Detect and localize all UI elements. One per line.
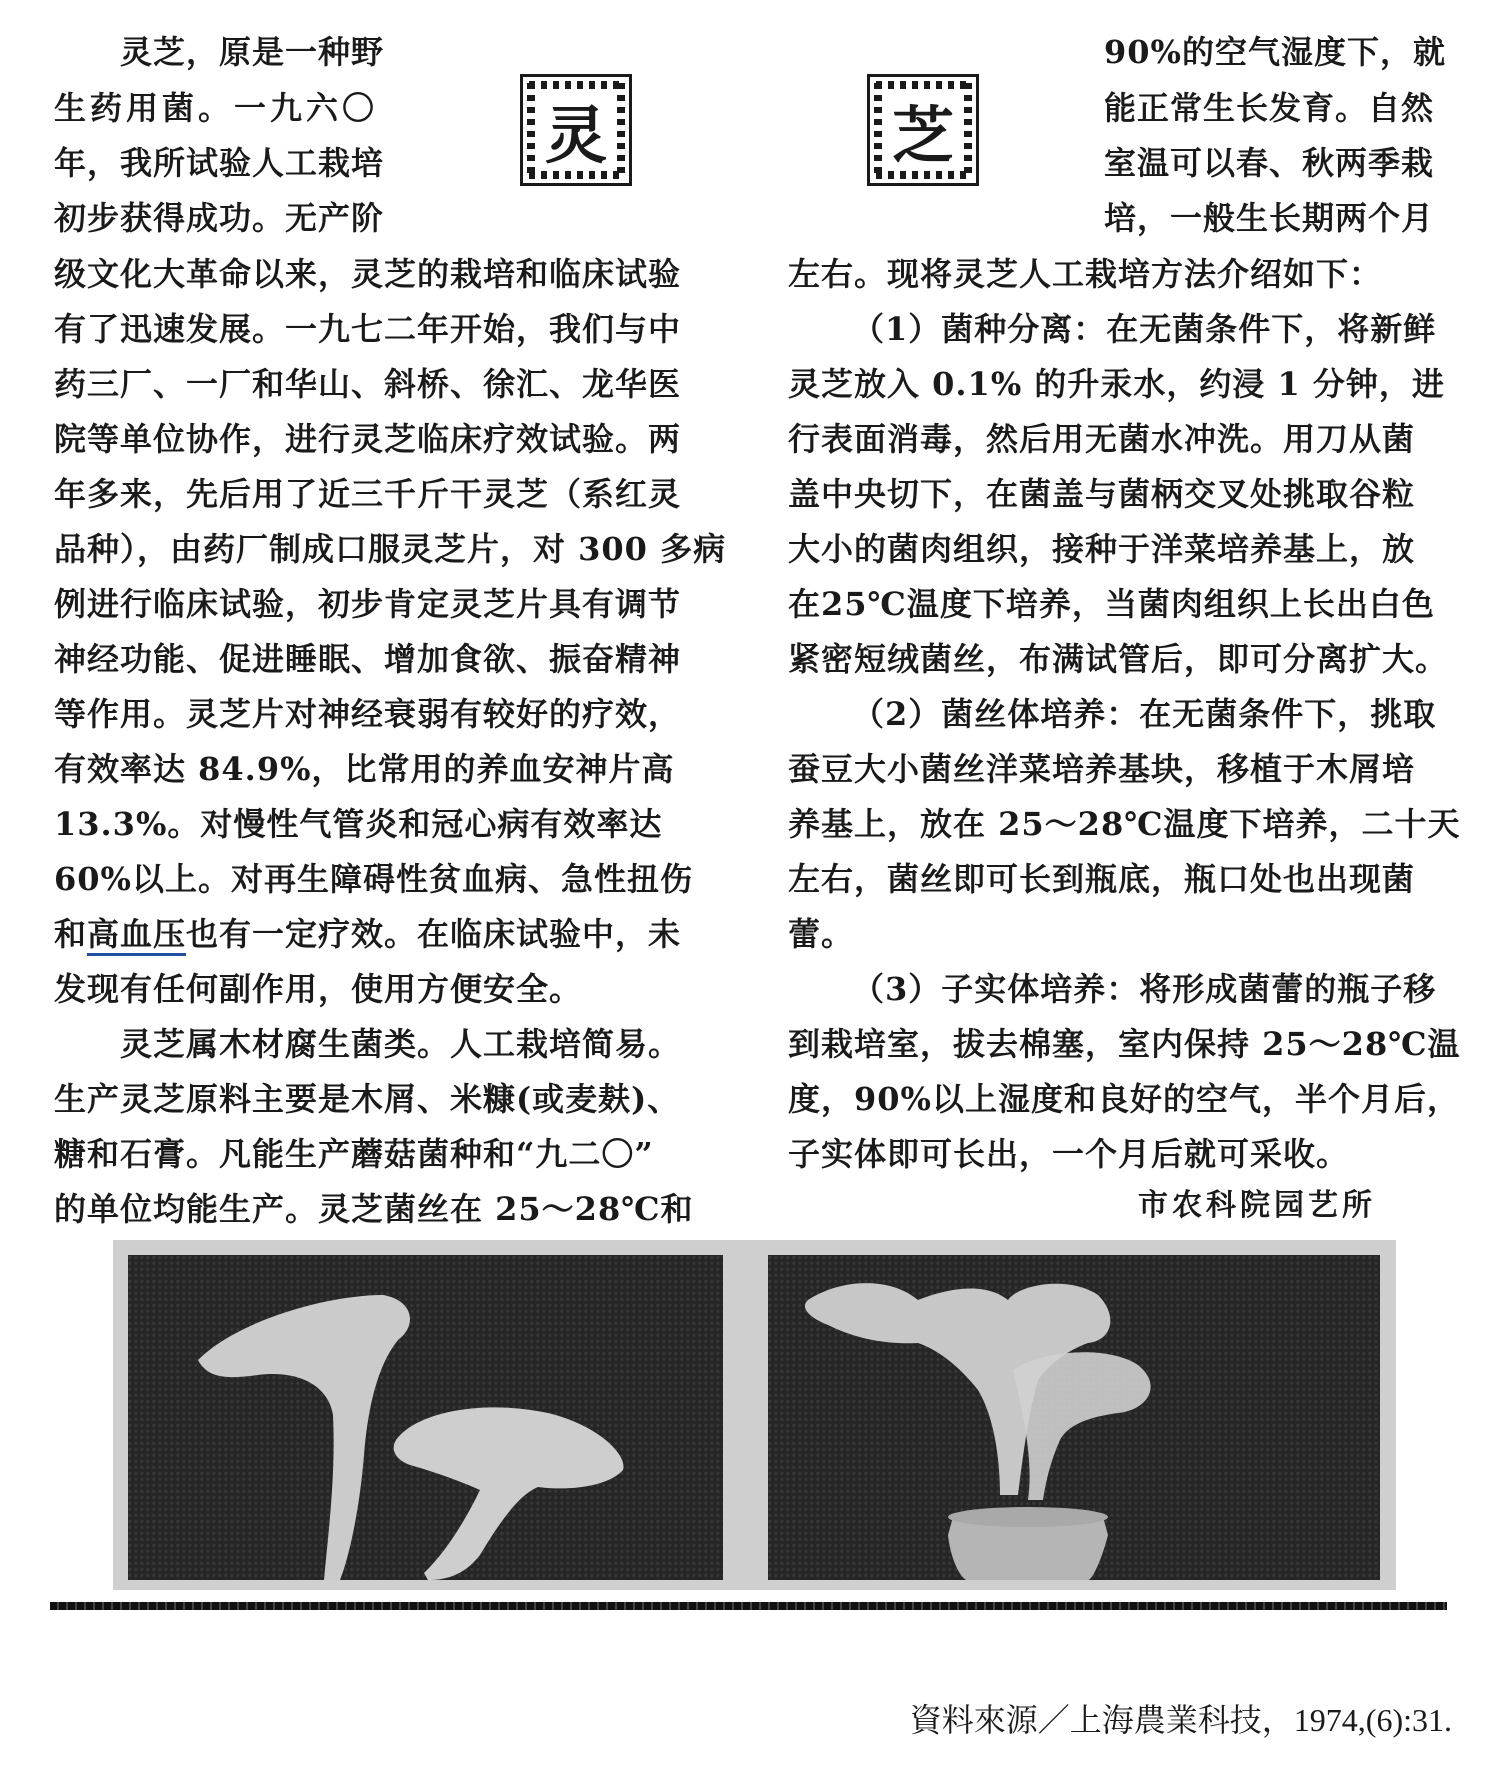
left-line: 灵芝属木材腐生菌类。人工栽培简易。 <box>120 1025 682 1063</box>
title-box-ling <box>520 74 632 186</box>
left-line: 药三厂、一厂和华山、斜桥、徐汇、龙华医 <box>54 365 682 403</box>
right-line: 行表面消毒，然后用无菌水冲洗。用刀从菌 <box>788 420 1416 458</box>
text-fragment: 和 <box>54 915 88 953</box>
right-line: （1）菌种分离：在无菌条件下，将新鲜 <box>852 310 1437 348</box>
right-line: （3）子实体培养：将形成菌蕾的瓶子移 <box>852 970 1437 1008</box>
right-line: 培，一般生长期两个月 <box>1104 199 1435 237</box>
left-line: 生药用菌。一九六〇 <box>54 89 379 127</box>
hypertension-link[interactable]: 高血压 <box>87 915 186 956</box>
left-line: 年多来，先后用了近三千斤干灵芝（系红灵 <box>54 475 682 513</box>
left-line: 的单位均能生产。灵芝菌丝在 25～28℃和 <box>54 1190 694 1228</box>
left-line: 糖和石膏。凡能生产蘑菇菌种和“九二〇” <box>54 1135 654 1173</box>
photo-ganoderma-harvested <box>128 1255 723 1580</box>
text-fragment: 也有一定疗效。在临床试验中，未 <box>186 915 682 953</box>
title-char-zhi: 芝 <box>891 98 954 172</box>
author-line: 市农科院园艺所 <box>1138 1188 1376 1223</box>
right-line: 大小的菌肉组织，接种于洋菜培养基上，放 <box>788 530 1416 568</box>
title-box-zhi <box>867 74 979 186</box>
left-line: 级文化大革命以来，灵芝的栽培和临床试验 <box>54 255 682 293</box>
left-line: 60%以上。对再生障碍性贫血病、急性扭伤 <box>54 860 693 898</box>
right-line: 在25℃温度下培养，当菌肉组织上长出白色 <box>788 585 1435 623</box>
left-line: 等作用。灵芝片对神经衰弱有较好的疗效， <box>54 695 682 733</box>
right-line: 养基上，放在 25～28℃温度下培养，二十天 <box>788 805 1461 843</box>
left-line: 神经功能、促进睡眠、增加食欲、振奋精神 <box>54 640 682 678</box>
left-line: 生产灵芝原料主要是木屑、米糠(或麦麸)、 <box>54 1080 681 1118</box>
left-line: 13.3%。对慢性气管炎和冠心病有效率达 <box>54 805 663 843</box>
left-line: 初步获得成功。无产阶 <box>54 199 385 237</box>
photo-panel <box>113 1240 1396 1590</box>
right-line: 子实体即可长出，一个月后就可采收。 <box>788 1135 1350 1173</box>
right-line: 能正常生长发育。自然 <box>1104 89 1435 127</box>
right-line: 盖中央切下，在菌盖与菌柄交叉处挑取谷粒 <box>788 475 1416 513</box>
right-line: 90%的空气湿度下，就 <box>1104 33 1446 71</box>
left-line: 例进行临床试验，初步肯定灵芝片具有调节 <box>54 585 682 623</box>
right-line: 到栽培室，拔去棉塞，室内保持 25～28℃温 <box>788 1025 1461 1063</box>
photo-ganoderma-potted <box>768 1255 1380 1580</box>
left-line: 品种），由药厂制成口服灵芝片，对 300 多病 <box>54 530 727 568</box>
right-line: 左右。现将灵芝人工栽培方法介绍如下： <box>788 255 1383 293</box>
left-line: 灵芝，原是一种野 <box>120 33 385 71</box>
left-line: 有了迅速发展。一九七二年开始，我们与中 <box>54 310 682 348</box>
right-line: 紧密短绒菌丝，布满试管后，即可分离扩大。 <box>788 640 1449 678</box>
left-line-hypertension <box>54 914 681 954</box>
right-line: （2）菌丝体培养：在无菌条件下，挑取 <box>852 695 1437 733</box>
title-char-ling: 灵 <box>544 98 607 172</box>
left-line: 有效率达 84.9%，比常用的养血安神片高 <box>54 750 675 788</box>
right-line: 左右，菌丝即可长到瓶底，瓶口处也出现菌 <box>788 860 1416 898</box>
right-line: 灵芝放入 0.1% 的升汞水，约浸 1 分钟，进 <box>788 365 1445 403</box>
right-line: 度，90%以上湿度和良好的空气，半个月后， <box>788 1080 1460 1118</box>
right-line: 室温可以春、秋两季栽 <box>1104 144 1435 182</box>
divider-rule <box>50 1602 1447 1610</box>
source-citation: 資料來源／上海農業科技，1974,(6):31. <box>909 1702 1452 1738</box>
right-line: 蚕豆大小菌丝洋菜培养基块，移植于木屑培 <box>788 750 1416 788</box>
left-line: 发现有任何副作用，使用方便安全。 <box>54 970 583 1008</box>
left-line: 年，我所试验人工栽培 <box>54 144 385 182</box>
right-line: 蕾。 <box>788 915 855 953</box>
left-line: 院等单位协作，进行灵芝临床疗效试验。两 <box>54 420 682 458</box>
